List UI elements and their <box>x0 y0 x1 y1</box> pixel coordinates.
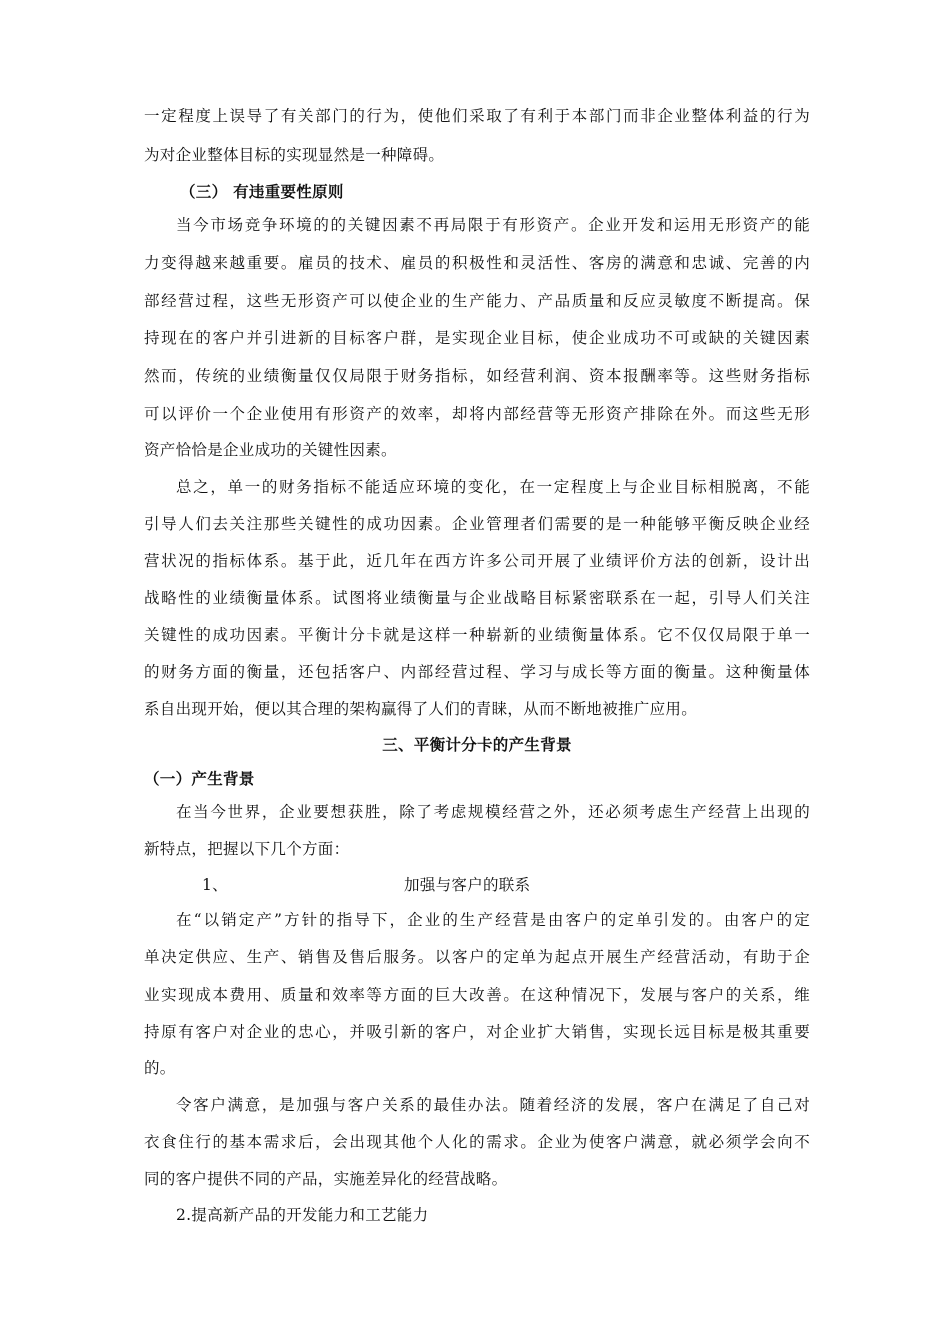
text-line: 持现在的客户并引进新的目标客户群，是实现企业目标，使企业成功不可或缺的关键因素 <box>144 329 810 347</box>
text-line: 的财务方面的衡量，还包括客户、内部经营过程、学习与成长等方面的衡量。这种衡量体 <box>144 663 810 681</box>
text-line: 同的客户提供不同的产品，实施差异化的经营战略。 <box>144 1170 508 1188</box>
text-line: 引导人们去关注那些关键性的成功因素。企业管理者们需要的是一种能够平衡反映企业经 <box>144 515 810 533</box>
list-item-number: 1、 <box>202 876 228 894</box>
text-line: 持原有客户对企业的忠心，并吸引新的客户，对企业扩大销售，实现长远目标是极其重要 <box>144 1023 810 1041</box>
text-line: 令客户满意，是加强与客户关系的最佳办法。随着经济的发展，客户在满足了自己对 <box>176 1096 810 1114</box>
text-line: 单决定供应、生产、销售及售后服务。以客户的定单为起点开展生产经营活动，有助于企 <box>144 948 810 966</box>
text-line: 资产恰恰是企业成功的关键性因素。 <box>144 441 397 459</box>
text-line: 系自出现开始，便以其合理的架构赢得了人们的青睐，从而不断地被推广应用。 <box>144 700 698 718</box>
text-line: 关键性的成功因素。平衡计分卡就是这样一种崭新的业绩衡量体系。它不仅仅局限于单一 <box>144 626 810 644</box>
text-line: 在当今世界，企业要想获胜，除了考虑规模经营之外，还必须考虑生产经营上出现的 <box>176 803 810 821</box>
section-heading: 三、平衡计分卡的产生背景 <box>382 735 572 754</box>
text-line: 总之，单一的财务指标不能适应环境的变化，在一定程度上与企业目标相脱离，不能 <box>176 478 810 496</box>
text-line: 在“以销定产”方针的指导下，企业的生产经营是由客户的定单引发的。由客户的定 <box>176 911 810 929</box>
text-line: 部经营过程，这些无形资产可以使企业的生产能力、产品质量和反应灵敏度不断提高。保 <box>144 292 810 310</box>
text-line: 战略性的业绩衡量体系。试图将业绩衡量与企业战略目标紧密联系在一起，引导人们关注 <box>144 589 810 607</box>
text-line: 营状况的指标体系。基于此，近几年在西方许多公司开展了业绩评价方法的创新，设计出 <box>144 552 810 570</box>
text-line: 业实现成本费用、质量和效率等方面的巨大改善。在这种情况下，发展与客户的关系，维 <box>144 986 810 1004</box>
subsection-heading: （一）产生背景 <box>144 769 255 788</box>
text-line: 一定程度上误导了有关部门的行为，使他们采取了有利于本部门而非企业整体利益的行为 <box>144 107 810 125</box>
list-item-title: 加强与客户的联系 <box>404 876 531 894</box>
subsection-heading: （三） 有违重要性原则 <box>180 182 344 201</box>
text-line: 新特点，把握以下几个方面： <box>144 840 350 858</box>
text-line: 力变得越来越重要。雇员的技术、雇员的积极性和灵活性、客房的满意和忠诚、完善的内 <box>144 254 810 272</box>
text-line: 然而，传统的业绩衡量仅仅局限于财务指标，如经营利润、资本报酬率等。这些财务指标 <box>144 367 810 385</box>
list-item-heading: 2.提高新产品的开发能力和工艺能力 <box>176 1206 429 1224</box>
text-line: 衣食住行的基本需求后，会出现其他个人化的需求。企业为使客户满意，就必须学会向不 <box>144 1133 810 1151</box>
text-line: 当今市场竞争环境的的关键因素不再局限于有形资产。企业开发和运用无形资产的能 <box>176 216 810 234</box>
text-line: 为对企业整体目标的实现显然是一种障碍。 <box>144 146 445 164</box>
text-line: 的。 <box>144 1059 176 1077</box>
text-line: 可以评价一个企业使用有形资产的效率，却将内部经营等无形资产排除在外。而这些无形 <box>144 405 810 423</box>
